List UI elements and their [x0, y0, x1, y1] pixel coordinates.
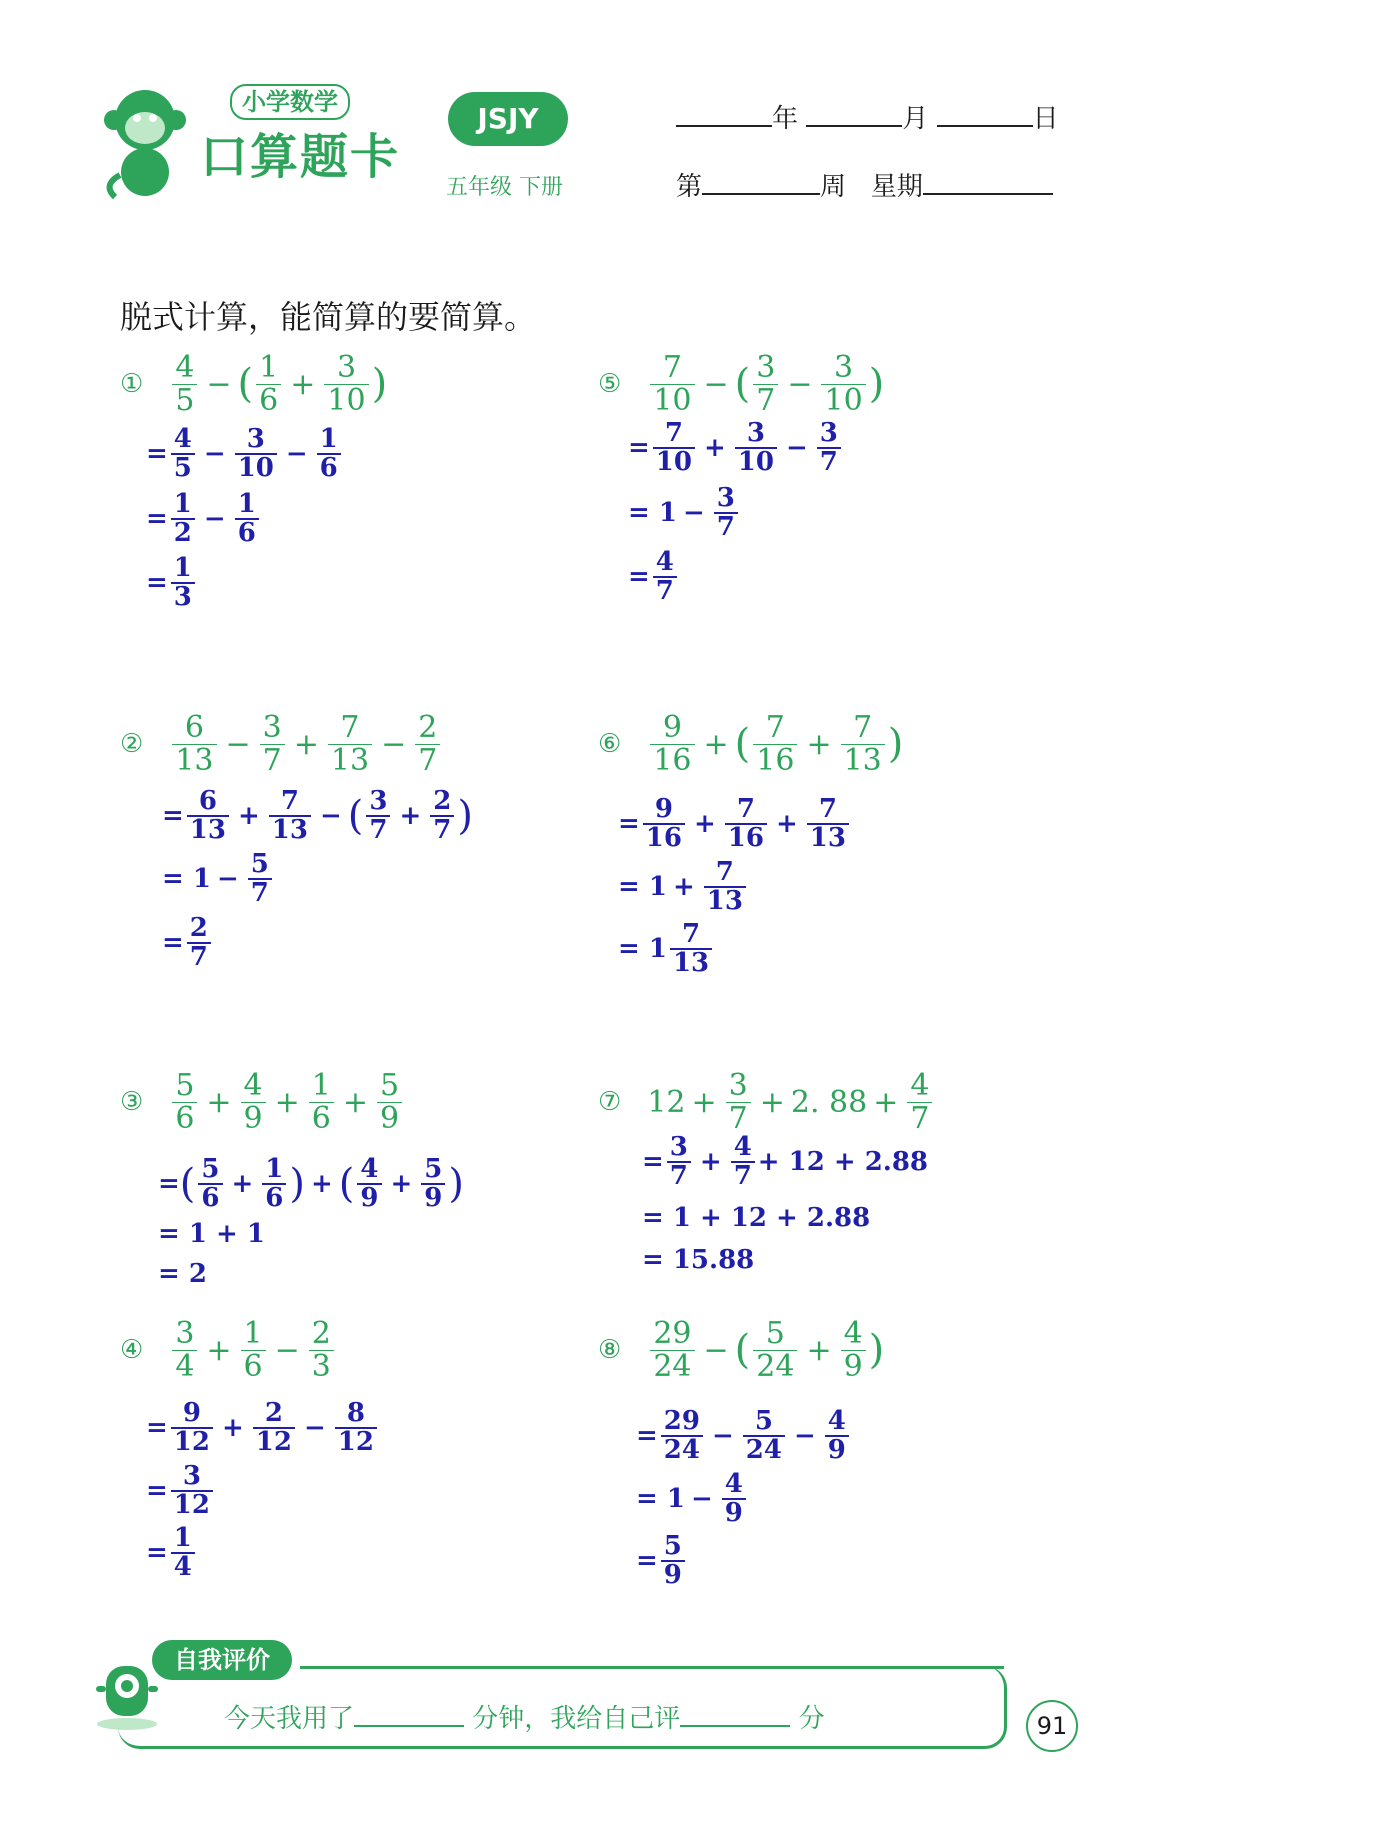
problem-number: ③ — [120, 1087, 144, 1117]
solution-3: = ( $\frac{5}{6}$ + $\frac{1}{6}$ ) + ( $\frac{4}{9}$ + $\frac{5}{9}$ ) = 1 + 1 = 2 — [158, 1154, 464, 1289]
score-blank[interactable] — [680, 1725, 790, 1727]
problem-number: ① — [120, 369, 144, 399]
problem-4: ④ $\frac{3}{4}$ + $\frac{1}{6}$ − $\frac{2}{3}$ — [120, 1318, 337, 1382]
self-eval-badge: 自我评价 — [152, 1640, 292, 1680]
series-pill: 小学数学 — [230, 82, 350, 117]
problem-number: ② — [120, 729, 144, 759]
publisher-badge: JSJY — [448, 92, 568, 146]
problem-number: ⑥ — [598, 729, 622, 759]
week-blank[interactable] — [702, 193, 820, 195]
problem-8: ⑧ $\frac{29}{24}$ − ( $\frac{5}{24}$ + $\frac{4}{9}$ ) — [598, 1316, 885, 1384]
solution-7: = $\frac{3}{7}$ + $\frac{4}{7}$ + 12 + 2.88 = 1 + 12 + 2.88 = 15.88 — [642, 1132, 929, 1275]
problem-5: ⑤ $\frac{7}{10}$ − ( $\frac{3}{7}$ − $\frac{3}{10}$ ) — [598, 350, 885, 418]
problem-number: ⑧ — [598, 1335, 622, 1365]
day-blank[interactable] — [937, 125, 1033, 127]
solution-8: = $\frac{29}{24}$ − $\frac{5}{24}$ − $\frac{4}{9}$ = 1 − $\frac{4}{9}$ = $\frac{5}{9}$ — [636, 1408, 852, 1590]
month-blank[interactable] — [806, 125, 902, 127]
date-line: 年 月 日 — [676, 98, 1059, 135]
problem-6: ⑥ $\frac{9}{16}$ + ( $\frac{7}{16}$ + $\frac{7}{13}$ ) — [598, 710, 904, 778]
week-line: 第 周 星期 — [676, 166, 1053, 203]
problem-2: ② $\frac{6}{13}$ − $\frac{3}{7}$ + $\frac{7}{13}$ − $\frac{2}{7}$ — [120, 712, 443, 776]
instruction: 脱式计算，能简算的要简算。 — [120, 298, 537, 336]
weekday-blank[interactable] — [923, 193, 1053, 195]
problem-number: ④ — [120, 1335, 144, 1365]
problem-number: ⑦ — [598, 1087, 622, 1117]
solution-2: = $\frac{6}{13}$ + $\frac{7}{13}$ − ( $\frac{3}{7}$ + $\frac{2}{7}$ ) = 1 − $\frac{5}{7}$ = $\frac{2}{7}$ — [162, 786, 473, 973]
problem-1: ① $\frac{4}{5}$ − ( $\frac{1}{6}$ + $\frac{3}{10}$ ) — [120, 350, 388, 418]
solution-1: = $\frac{4}{5}$ − $\frac{3}{10}$ − $\frac{1}{6}$ = $\frac{1}{2}$ − $\frac{1}{6}$ = $\frac{1}{3}$ — [146, 426, 344, 612]
self-eval-text: 今天我用了 分钟，我给自己评 分 — [224, 1704, 825, 1734]
problem-number: ⑤ — [598, 369, 622, 399]
solution-6: = $\frac{9}{16}$ + $\frac{7}{16}$ + $\frac{7}{13}$ = 1 + $\frac{7}{13}$ = 1 $\frac{7}{13}$ — [618, 796, 852, 978]
mascot-monkey-icon — [100, 80, 190, 200]
self-eval-topline — [300, 1666, 1004, 1669]
product-title: 口算题卡 — [200, 129, 401, 185]
solution-5: = $\frac{7}{10}$ + $\frac{3}{10}$ − $\frac{3}{7}$ = 1 − $\frac{3}{7}$ = $\frac{4}{7}$ — [628, 420, 844, 606]
solution-4: = $\frac{9}{12}$ + $\frac{2}{12}$ − $\frac{8}{12}$ = $\frac{3}{12}$ = $\frac{1}{4}$ — [146, 1400, 380, 1582]
page-number: 91 — [1026, 1700, 1078, 1752]
grade-label: 五年级 下册 — [446, 175, 563, 200]
minutes-blank[interactable] — [354, 1725, 464, 1727]
problem-7: ⑦ 12 + $\frac{3}{7}$ + 2. 88 + $\frac{4}{7}$ — [598, 1070, 935, 1134]
problem-3: ③ $\frac{5}{6}$ + $\frac{4}{9}$ + $\frac{1}{6}$ + $\frac{5}{9}$ — [120, 1070, 405, 1134]
year-blank[interactable] — [676, 125, 772, 127]
